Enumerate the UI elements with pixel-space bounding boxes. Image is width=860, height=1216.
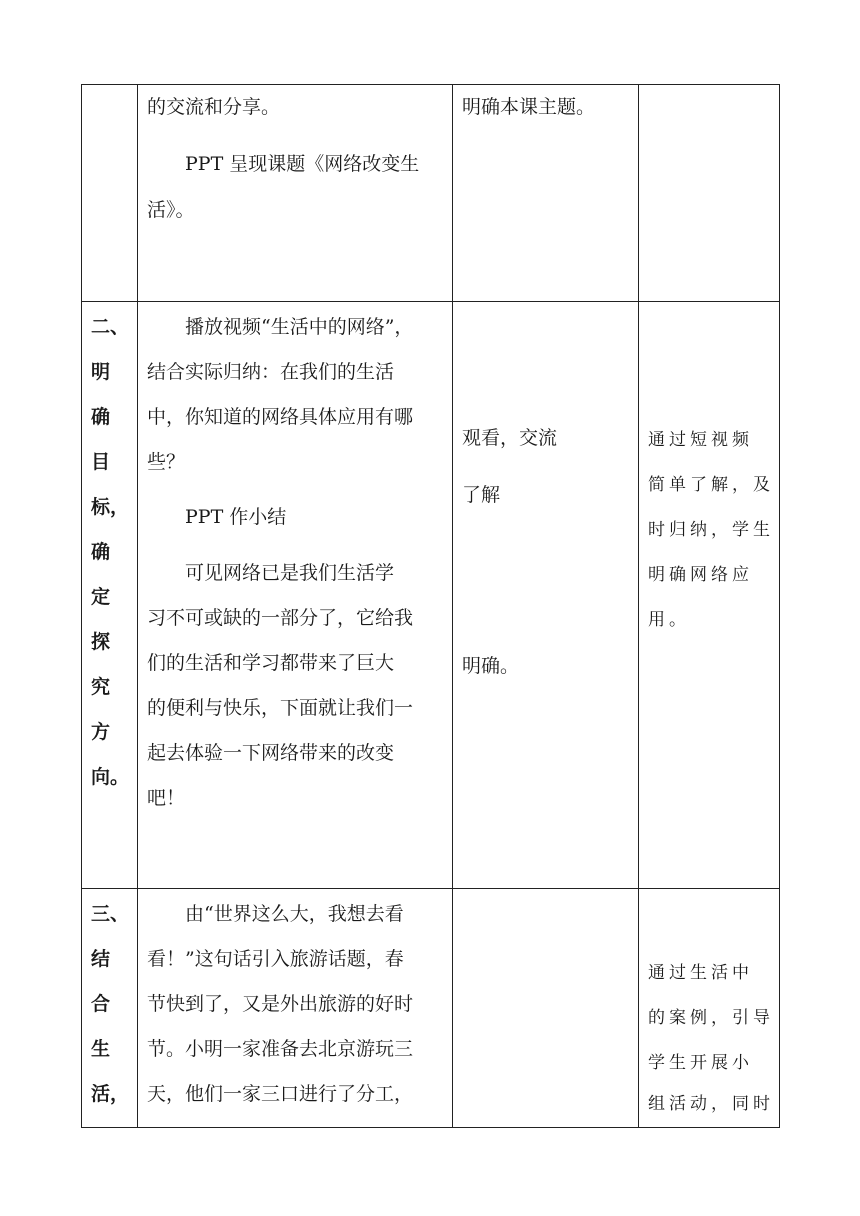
- purpose-line: 用。: [648, 610, 690, 630]
- section-line: 方: [91, 721, 111, 743]
- lesson-plan-table: [81, 84, 780, 1128]
- content-line: 些？: [147, 451, 186, 473]
- purpose-line: 简单了解，及: [648, 475, 774, 495]
- section-line: 探: [91, 631, 111, 653]
- student-cell: [453, 889, 639, 1128]
- section-line: 三、: [91, 903, 130, 925]
- content-line: 的便利与快乐，下面就让我们一: [147, 697, 414, 719]
- section-line: 合: [91, 993, 111, 1015]
- section-cell: [82, 85, 138, 302]
- content-line: 习不可或缺的一部分了，它给我: [147, 607, 414, 629]
- section-line: 确: [91, 406, 111, 428]
- section-line: 目: [91, 451, 111, 473]
- section-line: 确: [91, 541, 111, 563]
- content-line: PPT 作小结: [185, 506, 287, 528]
- section-line: 向。: [91, 766, 130, 788]
- content-line: 吧！: [147, 787, 186, 809]
- content-cell: [138, 889, 453, 1128]
- purpose-line: 学生开展小: [648, 1053, 753, 1073]
- purpose-cell: [639, 302, 780, 889]
- content-line: PPT 呈现课题《网络改变生: [185, 153, 420, 175]
- student-line: 明确本课主题。: [462, 96, 596, 118]
- section-line: 结: [91, 948, 111, 970]
- purpose-line: 明确网络应: [648, 565, 753, 585]
- content-line: 天，他们一家三口进行了分工，: [147, 1083, 414, 1105]
- table-row: [82, 302, 780, 889]
- purpose-cell: [639, 889, 780, 1128]
- student-cell: [453, 302, 639, 889]
- table-row: [82, 85, 780, 302]
- section-line: 活，: [91, 1083, 130, 1105]
- purpose-line: 时归纳，学生: [648, 520, 774, 540]
- student-line: 明确。: [462, 655, 520, 677]
- purpose-cell: [639, 85, 780, 302]
- content-cell: [138, 85, 453, 302]
- content-line: 由“世界这么大，我想去看: [185, 903, 404, 925]
- student-line: 了解: [462, 484, 501, 506]
- student-cell: [453, 85, 639, 302]
- content-line: 节。小明一家准备去北京游玩三: [147, 1038, 414, 1060]
- table-row: [82, 889, 780, 1128]
- section-cell: [82, 302, 138, 889]
- section-line: 究: [91, 676, 111, 698]
- student-line: 观看，交流: [462, 427, 558, 449]
- content-line: 可见网络已是我们生活学: [185, 562, 395, 584]
- section-line: 二、: [91, 316, 130, 338]
- purpose-line: 通过短视频: [648, 430, 753, 450]
- content-line: 结合实际归纳：在我们的生活: [147, 361, 395, 383]
- section-line: 定: [91, 586, 111, 608]
- section-line: 生: [91, 1038, 111, 1060]
- content-line: 播放视频“生活中的网络”，: [185, 316, 414, 338]
- section-line: 明: [91, 361, 111, 383]
- content-cell: [138, 302, 453, 889]
- content-line: 看！”这句话引入旅游话题，春: [147, 948, 404, 970]
- content-line: 起去体验一下网络带来的改变: [147, 742, 395, 764]
- purpose-line: 组活动，同时: [648, 1094, 774, 1114]
- content-line: 活》。: [147, 199, 195, 221]
- content-line: 节快到了，又是外出旅游的好时: [147, 993, 414, 1015]
- content-line: 的交流和分享。: [147, 96, 281, 118]
- purpose-line: 的案例，引导: [648, 1008, 774, 1028]
- section-cell: [82, 889, 138, 1128]
- content-line: 中，你知道的网络具体应用有哪: [147, 406, 414, 428]
- purpose-line: 通过生活中: [648, 963, 753, 983]
- section-line: 标，: [91, 496, 130, 518]
- content-line: 们的生活和学习都带来了巨大: [147, 652, 395, 674]
